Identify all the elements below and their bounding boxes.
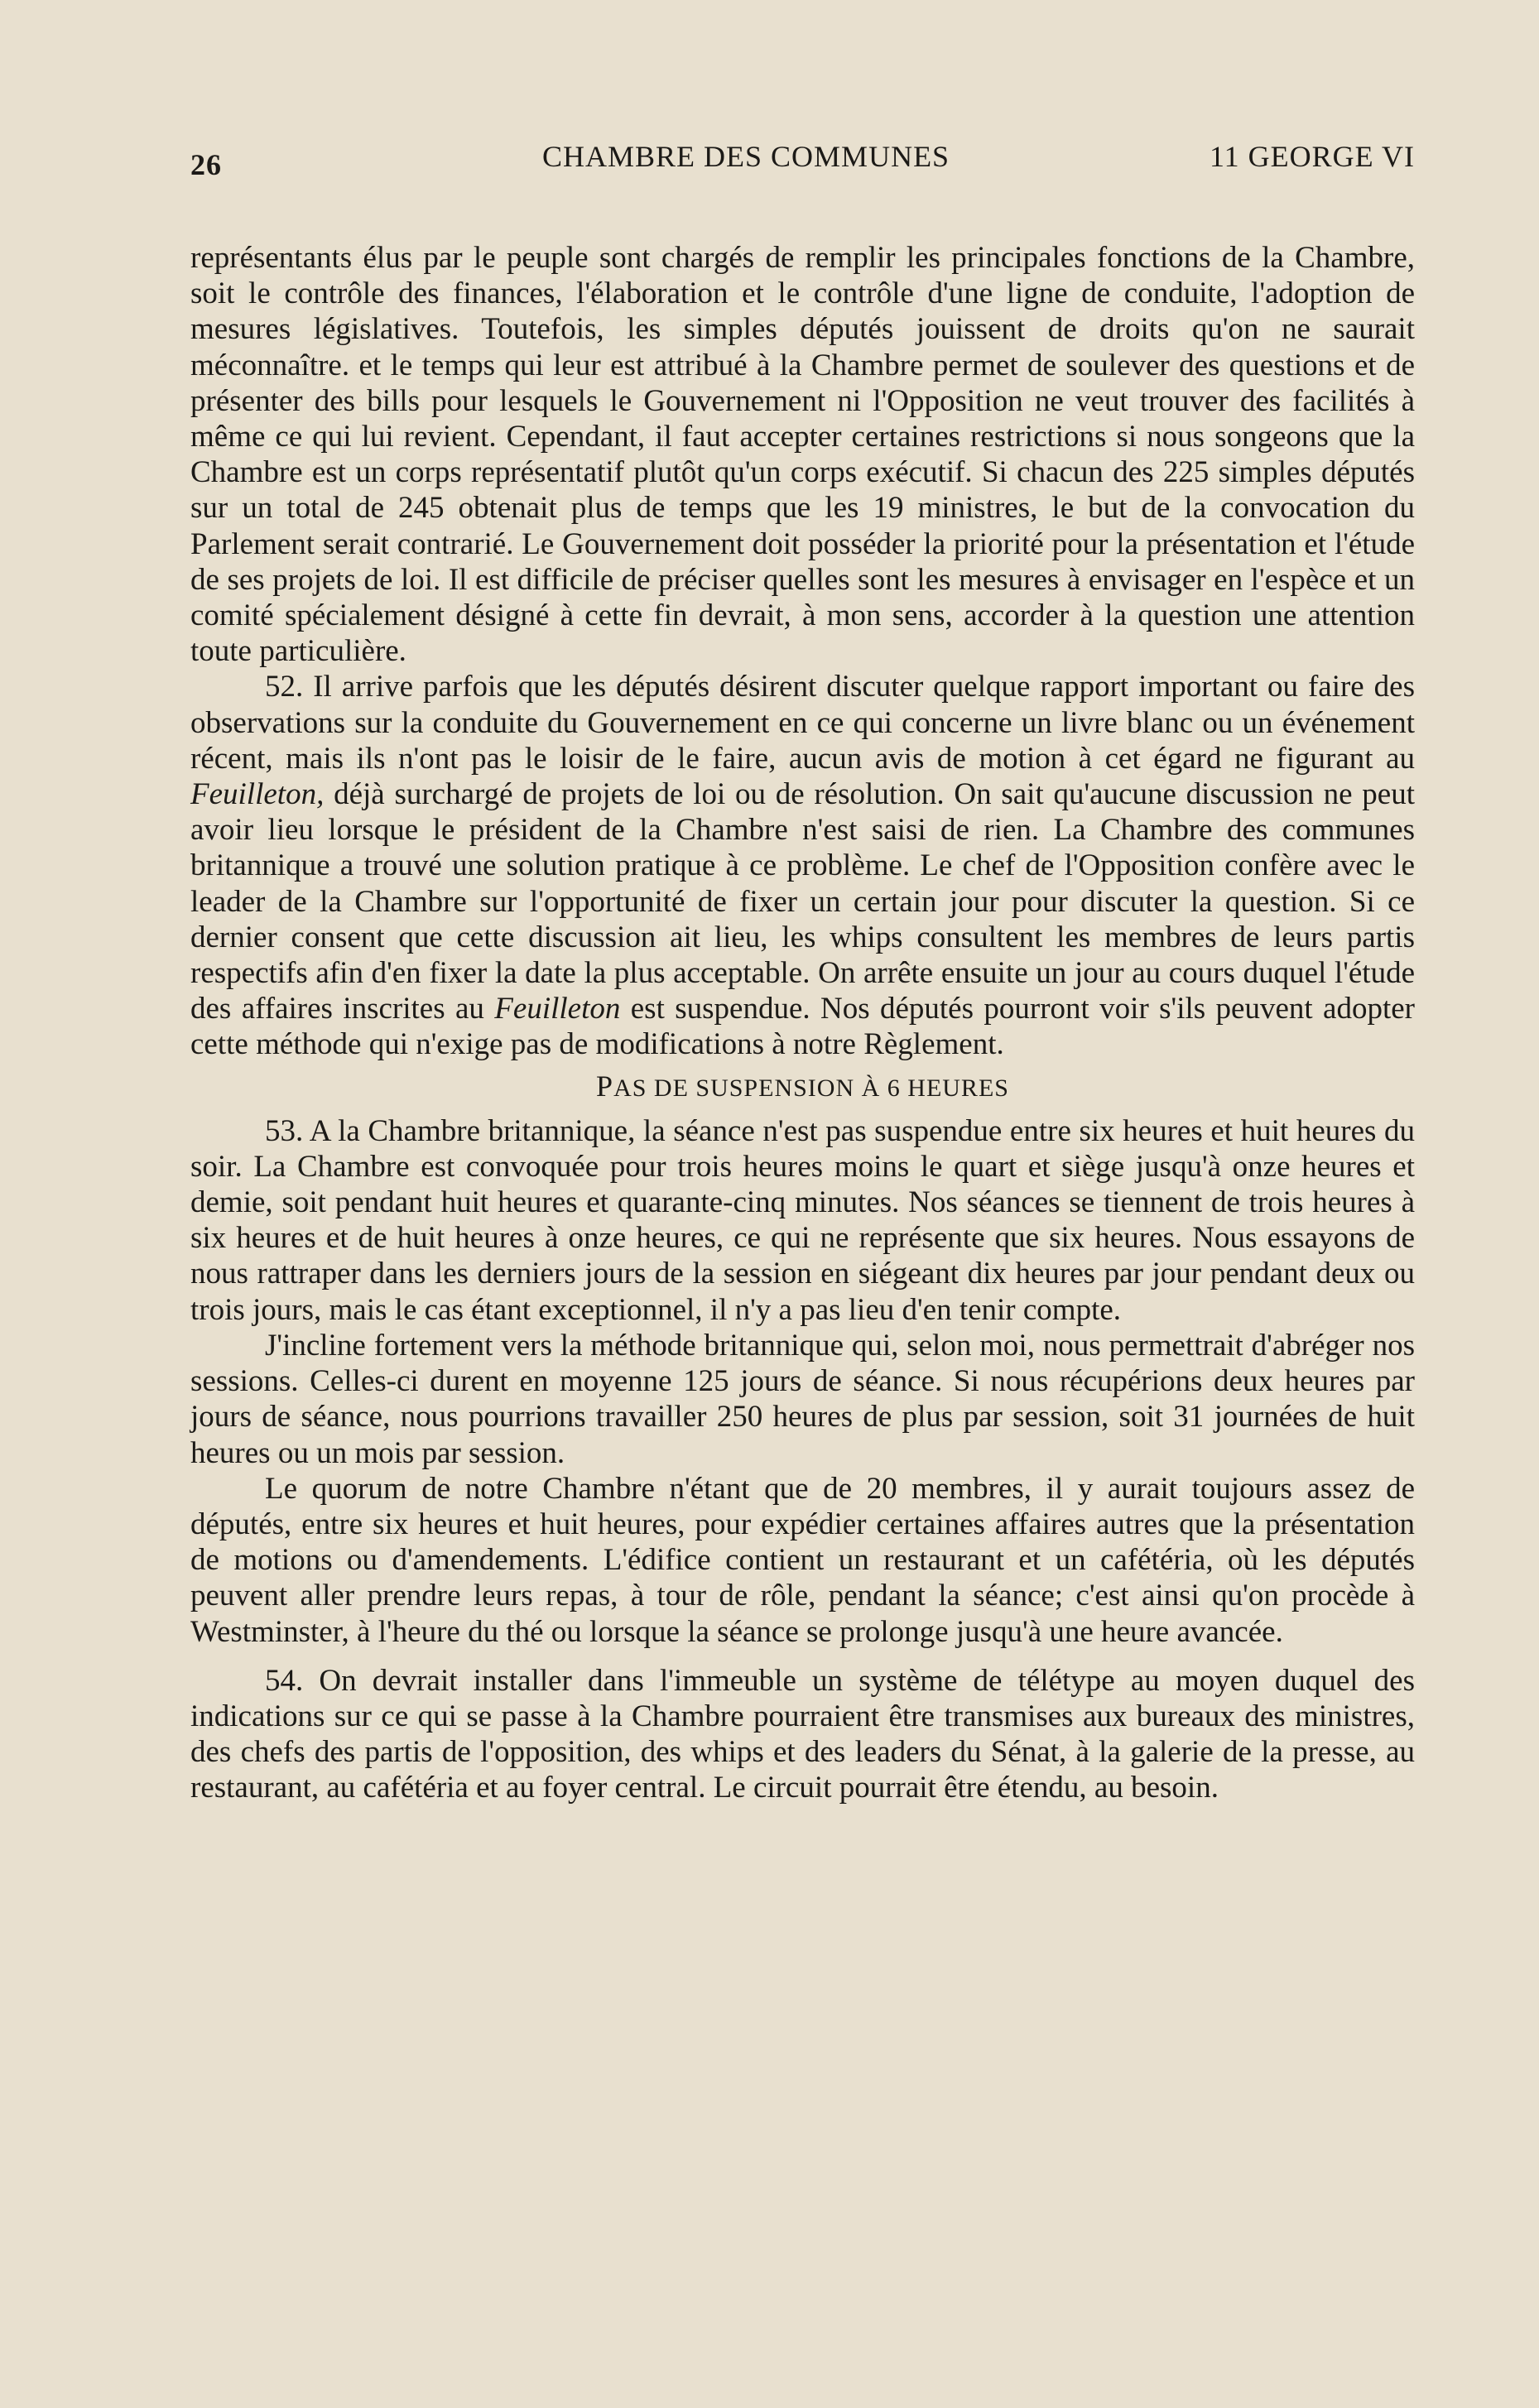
paragraph-52-text-a: 52. Il arrive parfois que les députés désirent discuter quelque rapport important ou faire des observations sur la conduite du Gouvernement en ce qui concerne un livre blanc ou un événement récent, mais ils n'ont pas le loisir de le faire, aucun avis de motion à cet égard ne figurant au [190,670,1415,776]
paragraph-52 [190,669,1415,1062]
regnal-year: 11 GEORGE VI [1210,140,1415,173]
paragraph-53: 53. A la Chambre britannique, la séance n'est pas suspendue entre six heures et huit heures du soir. La Chambre est convoquée pour trois heures moins le quart et siège jusqu'à onze heures et demie, soit pendant huit heures et quarante-cinq minutes. Nos séances se tiennent de trois heures à six heures et de huit heures à onze heures, ce qui ne représente que six heures. Nous essayons de nous rattraper dans les derniers jours de la session en siégeant dix heures par jour pendant deux ou trois jours, mais le cas étant exceptionnel, il n'y a pas lieu d'en tenir compte. [190,1113,1415,1327]
paragraph-53-b: J'incline fortement vers la méthode britannique qui, selon moi, nous permettrait d'abréger nos sessions. Celles-ci durent en moyenne 125 jours de séance. Si nous récupérions deux heures par jours de séance, nous pourrions travailler 250 heures de plus par session, soit 31 journées de huit heures ou un mois par session. [190,1328,1415,1470]
paragraph-54: 54. On devrait installer dans l'immeuble un système de télétype au moyen duquel des indications sur ce qui se passe à la Chambre pourraient être transmises aux bureaux des ministres, des chefs des partis de l'opposition, des whips et des leaders du Sénat, à la galerie de la presse, au restaurant, au cafétéria et au foyer central. Le circuit pourrait être étendu, au besoin. [190,1663,1415,1805]
section-heading [190,1069,1415,1105]
page-number: 26 [190,148,222,181]
document-body [190,240,1415,1806]
paragraph-52-text-b: déjà surchargé de projets de loi ou de résolution. On sait qu'aucune discussion ne peut avoir lieu lorsque le président de la Chambre n'est saisi de rien. La Chambre des communes britannique a trouvé une solution pratique à ce problème. Le chef de l'Opposition confère avec le leader de la Chambre sur l'opportunité de fixer un certain jour pour discuter la question. Si ce dernier consent que cette discussion ait lieu, les whips consultent les membres de leurs partis respectifs afin d'en fixer la date la plus acceptable. On arrête ensuite un jour au cours duquel l'étude des affaires inscrites au [190,777,1415,1026]
page-header [190,139,1415,189]
section-heading-rest: AS DE SUSPENSION À 6 HEURES [613,1074,1009,1102]
running-title: CHAMBRE DES COMMUNES [542,140,950,173]
feuilleton-italic-2: Feuilleton [494,992,621,1026]
paragraph-53-c: Le quorum de notre Chambre n'étant que de 20 membres, il y aurait toujours assez de députés, entre six heures et huit heures, pour expédier certaines affaires autres que la présentation de motions ou d'amendements. L'édifice contient un restaurant et un cafétéria, où les députés peuvent aller prendre leurs repas, à tour de rôle, pendant la séance; c'est ainsi qu'on procède à Westminster, à l'heure du thé ou lorsque la séance se prolonge jusqu'à une heure avancée. [190,1471,1415,1649]
feuilleton-italic-1: Feuilleton, [190,777,325,812]
paragraph-52-text-c: est suspendue. Nos députés pourront voir s'ils peuvent adopter cette méthode qui n'exige pas de modifications à notre Règlement. [190,992,1415,1062]
section-heading-initial: P [596,1069,614,1103]
paragraph-continued: représentants élus par le peuple sont chargés de remplir les principales fonctions de la Chambre, soit le contrôle des finances, l'élaboration et le contrôle d'une ligne de conduite, l'adoption de mesures législatives. Toutefois, les simples députés jouissent de droits qu'on ne saurait méconnaître. et le temps qui leur est attribué à la Chambre permet de soulever des questions et de présenter des bills pour lesquels le Gouvernement ni l'Opposition ne veut trouver des facilités à même ce qui lui revient. Cependant, il faut accepter certaines restrictions si nous songeons que la Chambre est un corps représentatif plutôt qu'un corps exécutif. Si chacun des 225 simples députés sur un total de 245 obtenait plus de temps que les 19 ministres, le but de la convocation du Parlement serait contrarié. Le Gouvernement doit posséder la priorité pour la présentation et l'étude de ses projets de loi. Il est difficile de préciser quelles sont les mesures à envisager en l'espèce et un comité spécialement désigné à cette fin devrait, à mon sens, accorder à la question une attention toute particulière. [190,241,1415,669]
